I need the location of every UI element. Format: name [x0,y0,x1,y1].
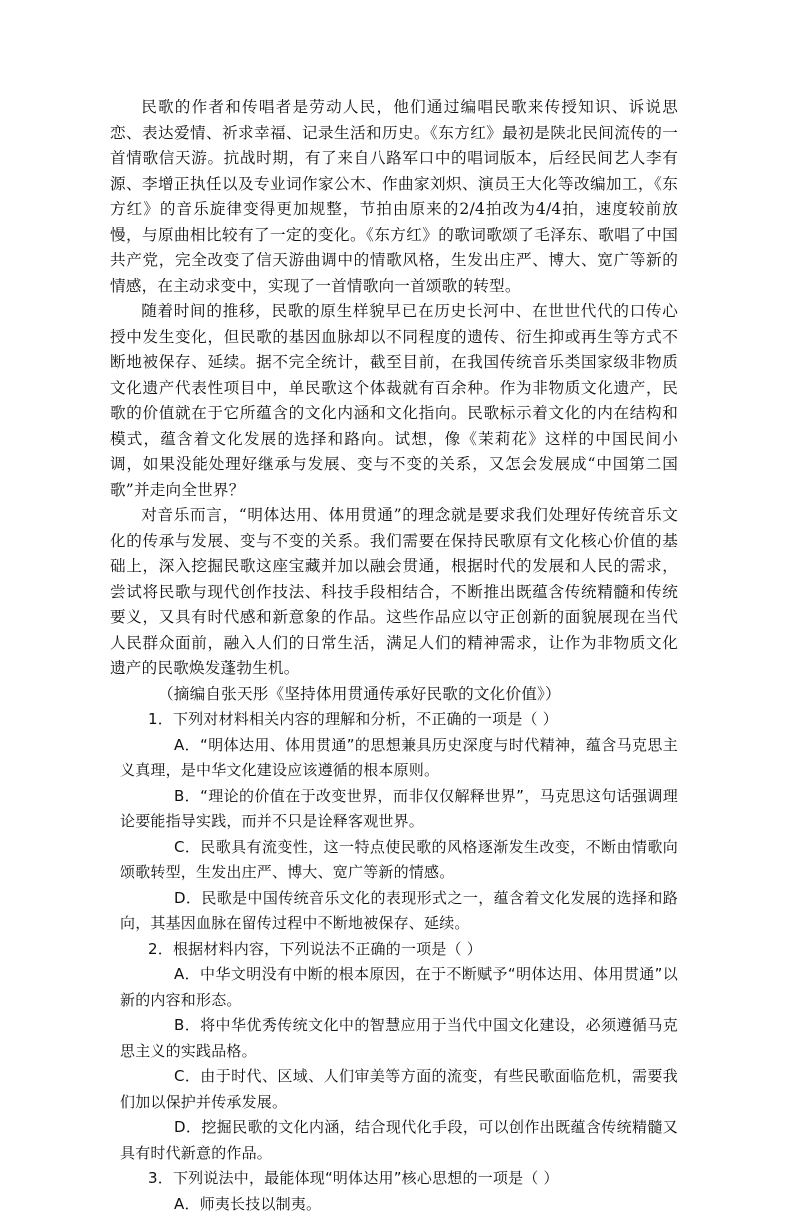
question-3-option-a: A．师夷长技以制夷。 [110,1192,678,1217]
article-paragraph-3: 对音乐而言，“明体达用、体用贯通”的理念就是要求我们处理好传统音乐文化的传承与发展、变与不变的关系。我们需要在保持民歌原有文化核心价值的基础上，深入挖掘民歌这座宝藏并加以融会贯通，根据时代的发展和人民的需求，尝试将民歌与现代创作技法、科技手段相结合，不断推出既蕴含传统精髓和传统要义，又具有时代感和新意象的作品。这些作品应以守正创新的面貌展现在当代人民群众面前，融入人们的日常生活，满足人们的精神需求，让作为非物质文化遗产的民歌焕发蓬勃生机。 [110,503,678,682]
question-2-option-a: A．中华文明没有中断的根本原因，在于不断赋予“明体达用、体用贯通”以新的内容和形态。 [110,962,678,1013]
question-1-option-a: A．“明体达用、体用贯通”的思想兼具历史深度与时代精神，蕴含马克思主义真理，是中华文化建设应该遵循的根本原则。 [110,733,678,784]
question-2-option-c: C．由于时代、区域、人们审美等方面的流变，有些民歌面临危机，需要我们加以保护并传承发展。 [110,1064,678,1115]
question-1-option-b: B．“理论的价值在于改变世界，而非仅仅解释世界”，马克思这句话强调理论要能指导实践，而并不只是诠释客观世界。 [110,784,678,835]
article-paragraph-2: 随着时间的推移，民歌的原生样貌早已在历史长河中、在世世代代的口传心授中发生变化，但民歌的基因血脉却以不同程度的遗传、衍生抑或再生等方式不断地被保存、延续。据不完全统计，截至目前，在我国传统音乐类国家级非物质文化遗产代表性项目中，单民歌这个体裁就有百余种。作为非物质文化遗产，民歌的价值就在于它所蕴含的文化内涵和文化指向。民歌标示着文化的内在结构和模式，蕴含着文化发展的选择和路向。试想，像《茉莉花》这样的中国民间小调，如果没能处理好继承与发展、变与不变的关系，又怎会发展成“中国第二国歌”并走向全世界？ [110,299,678,503]
question-1-stem: 1．下列对材料相关内容的理解和分析，不正确的一项是（ ） [110,707,678,733]
article-source: （摘编自张天彤《坚持体用贯通传承好民歌的文化价值》） [110,682,678,708]
question-1-option-d: D．民歌是中国传统音乐文化的表现形式之一，蕴含着文化发展的选择和路向，其基因血脉在留传过程中不断地被保存、延续。 [110,886,678,937]
question-2-option-d: D．挖掘民歌的文化内涵，结合现代化手段，可以创作出既蕴含传统精髓又具有时代新意的作品。 [110,1115,678,1166]
question-2-stem: 2．根据材料内容，下列说法不正确的一项是（ ） [110,937,678,963]
question-3-stem: 3．下列说法中，最能体现“明体达用”核心思想的一项是（ ） [110,1166,678,1192]
question-1-option-c: C．民歌具有流变性，这一特点使民歌的风格逐渐发生改变，不断由情歌向颂歌转型，生发出庄严、博大、宽广等新的情感。 [110,835,678,886]
question-2-option-b: B．将中华优秀传统文化中的智慧应用于当代中国文化建设，必须遵循马克思主义的实践品格。 [110,1013,678,1064]
document-page [110,95,678,1217]
article-paragraph-1: 民歌的作者和传唱者是劳动人民，他们通过编唱民歌来传授知识、诉说思恋、表达爱情、祈求幸福、记录生活和历史。《东方红》最初是陕北民间流传的一首情歌信天游。抗战时期，有了来自八路军口中的唱词版本，后经民间艺人李有源、李增正执任以及专业词作家公木、作曲家刘炽、演员王大化等改编加工，《东方红》的音乐旋律变得更加规整，节拍由原来的2/4拍改为4/4拍，速度较前放慢，与原曲相比较有了一定的变化。《东方红》的歌词歌颂了毛泽东、歌唱了中国共产党，完全改变了信天游曲调中的情歌风格，生发出庄严、博大、宽广等新的情感，在主动求变中，实现了一首情歌向一首颂歌的转型。 [110,95,678,299]
